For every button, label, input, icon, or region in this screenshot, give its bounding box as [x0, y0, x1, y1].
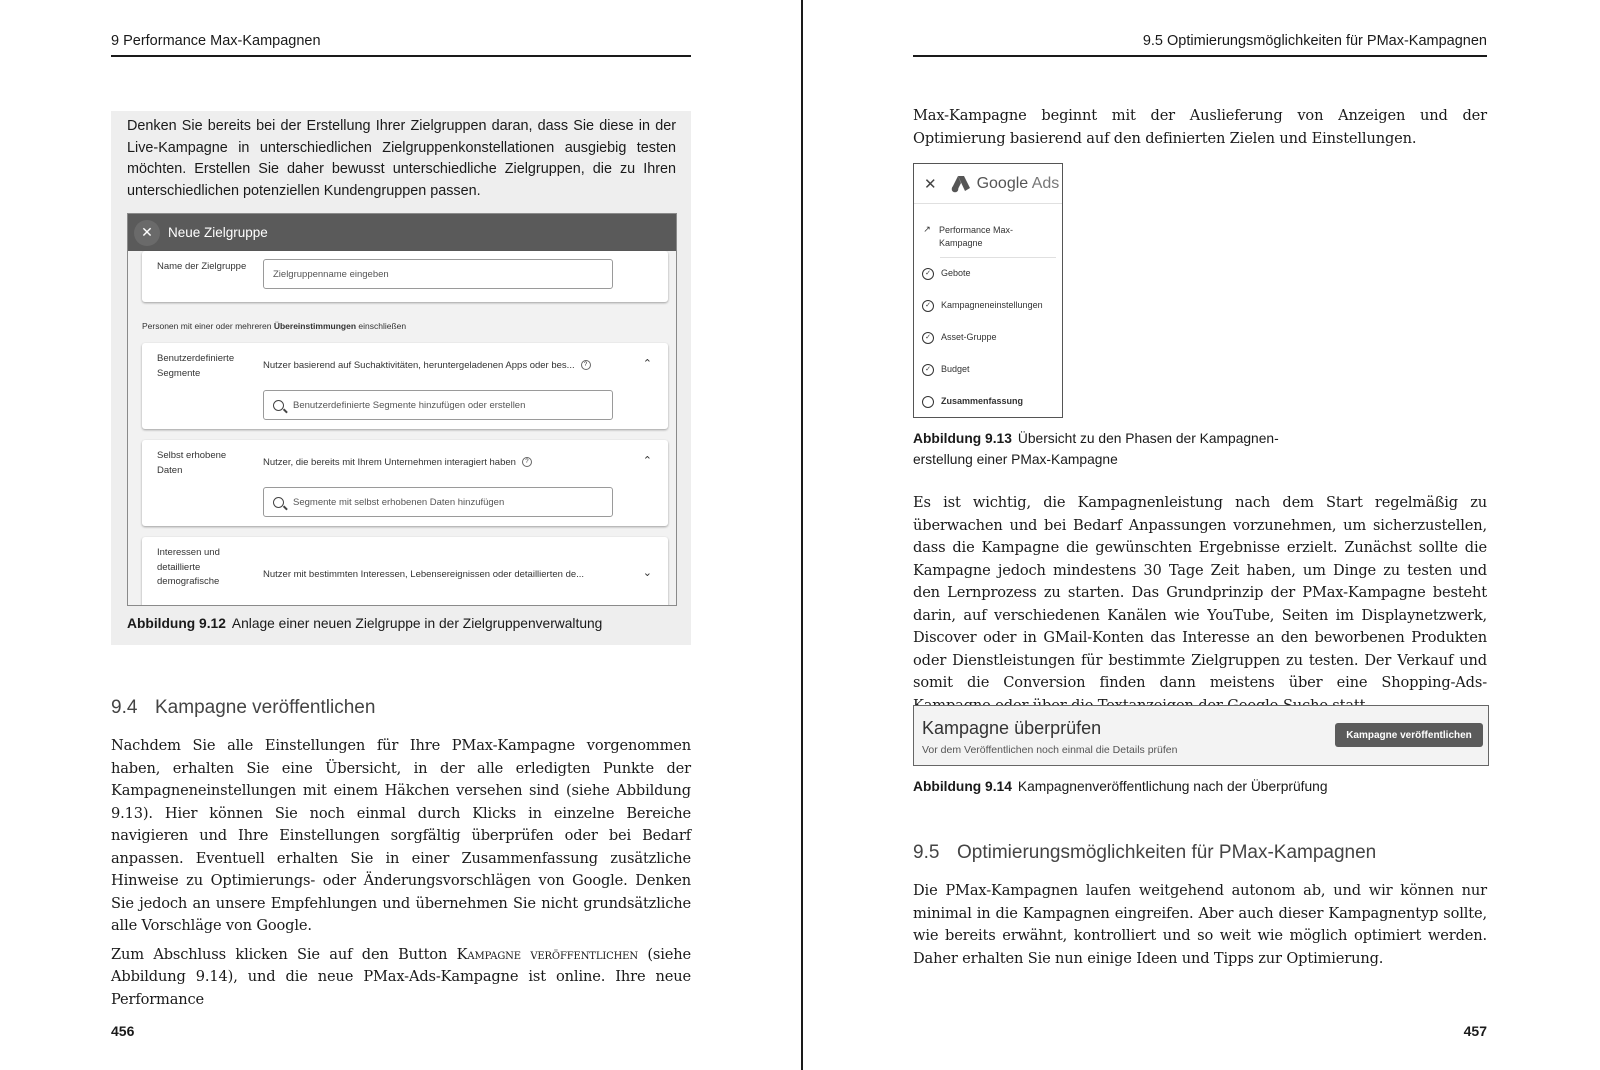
check-circle-icon: ✓ — [922, 300, 934, 312]
left-page-number: 456 — [111, 1023, 135, 1039]
info-box — [111, 111, 691, 645]
right-page-number: 457 — [1463, 1023, 1487, 1039]
check-circle-icon: ✓ — [922, 332, 934, 344]
right-running-head: 9.5 Optimierungsmöglichkeiten für PMax-Kampagnen — [1142, 33, 1487, 49]
name-label: Name der Zielgruppe — [157, 261, 247, 272]
right-middle-text: Es ist wichtig, die Kampagnenleistung nach dem Start regelmäßig zu überwachen und bei Bedarf Anpassungen vorzunehmen, um sicherzustellen, dass die Kampagne die gewünschten Ergebnisse erzielt. Zunächst sollte die Kampagne jedoch mindestens 30 Tage Zeit haben, um Dinge zu testen und den Lernprozess zu starten. Das Grundprinzip der PMax-Kampagne besteht darin, auf verschiedenen Kanälen wie YouTube, Seiten im Displaynetzwerk, Discover oder in GMail-Konten das Interesse an den beworbenen Produkten oder Dienstleistungen für bestimmte Zielgruppen zu testen. Der Verkauf und somit die Conversion finden dann meistens über eine Shopping-Ads- — [913, 494, 1487, 691]
trend-icon: ↗ — [923, 224, 931, 234]
right-top-text: Max-Kampagne beginnt mit der Auslieferung von Anzeigen und der Optimierung basierend auf den definierten Zielen und Einstellungen. — [913, 107, 1487, 147]
chevron-up-icon[interactable]: ⌃ — [642, 455, 652, 467]
section-description: Nutzer, die bereits mit Ihrem Unternehmen interagiert haben ? — [263, 457, 532, 468]
close-icon[interactable]: ✕ — [134, 220, 160, 246]
step-budget[interactable] — [922, 364, 970, 376]
review-subtitle: Vor dem Veröffentlichen noch einmal die Details prüfen — [922, 744, 1178, 756]
section-label: Selbst erhobene Daten — [157, 450, 227, 476]
audience-dialog-titlebar — [128, 214, 676, 251]
search-icon — [273, 400, 284, 411]
step-label: Asset-Gruppe — [941, 332, 997, 342]
step-label: Performance Max-Kampagne — [939, 225, 1014, 248]
left-running-head: 9 Performance Max-Kampagnen — [111, 33, 321, 49]
section-heading-9-4: 9.4 Kampagne veröffentlichen — [111, 697, 376, 718]
persons-note: Personen mit einer oder mehreren Übereinstimmungen einschließen — [142, 321, 407, 331]
audience-name-input[interactable] — [263, 259, 613, 289]
first-party-search-input[interactable] — [263, 487, 613, 517]
left-body-text — [111, 735, 691, 1011]
review-title: Kampagne überprüfen — [922, 718, 1102, 738]
section-heading-9-5: 9.5 Optimierungsmöglichkeiten für PMax-Kampagnen — [913, 842, 1377, 863]
paragraph: Zum Abschluss klicken Sie auf den Button Kampagne veröffentlichen (siehe Abbildung 9.14), und die neue PMax-Ads-Kampagne ist online. Ihre neue Performance — [111, 945, 691, 1008]
google-ads-brand: Google Ads — [976, 174, 1060, 192]
figure-caption-9-14: Abbildung 9.14 Kampagnenveröffentlichung nach der Überprüfung — [913, 779, 1328, 794]
custom-segments-search-input[interactable] — [263, 390, 613, 420]
info-box-text: Denken Sie bereits bei der Erstellung Ihrer Zielgruppen daran, dass Sie diese in der Live-Kampagne in unterschiedlichen Zielgruppenkonstellationen ausgiebig testen möchten. Erstellen Sie daher bewusst unterschiedliche Zielgruppen, die zu Ihren unterschiedlichen potenziellen Kundengruppen passen. — [127, 118, 676, 199]
step-label: Gebote — [941, 268, 971, 278]
section-description: Nutzer basierend auf Suchaktivitäten, heruntergeladenen Apps oder bes... ? — [263, 360, 591, 371]
help-icon[interactable]: ? — [581, 360, 591, 370]
audience-dialog-title: Neue Zielgruppe — [168, 225, 268, 240]
chevron-down-icon[interactable]: ⌄ — [642, 567, 652, 579]
help-icon[interactable]: ? — [522, 457, 532, 467]
review-campaign-screenshot — [913, 705, 1489, 766]
google-ads-logo-icon — [951, 175, 971, 193]
step-zusammenfassung[interactable] — [922, 396, 1023, 408]
empty-circle-icon — [922, 396, 934, 408]
step-label: Zusammenfassung — [941, 396, 1024, 406]
page-gutter-divider — [801, 0, 803, 1070]
section-label: Benutzerdefinierte Segmente — [157, 353, 235, 379]
paragraph: Nachdem Sie alle Einstellungen für Ihre PMax-Kampagne vorgenommen haben, erhalten Sie eine Übersicht, in der alle erledigten Punkte der Kampagneneinstellungen mit einem Häkchen versehen sind (siehe Abbildung 9.13). Hier können Sie noch einmal durch Klicks in einzelne Bereiche navigieren und Ihre Einstellungen sorgfältig überprüfen oder bei Bedarf anpassen. Eventuell erhalten Sie in einer Zusammenfassung zusätzliche Hinweise zu Optimierungs- oder Änderungsvorschlägen von Google. Denken Sie jedoch an unsere Empfehlungen und übernehmen Sie nicht grundsätzliche alle Vorschläge von Google. — [111, 737, 691, 934]
section-label: Interessen und detaillierte demografische — [157, 547, 220, 587]
interests-card — [142, 537, 668, 606]
right-bottom-text: Die PMax-Kampagnen laufen weitgehend autonom ab, und wir können nur minimal in die Kampagnen eingreifen. Aber auch dieser Kampagnentyp sollte, wie bereits erwähnt, kontrolliert und so weit wie möglich optimiert werden. Daher erhalten Sie nun einige Ideen und Tipps zur Optimierung. — [913, 882, 1487, 967]
first-party-data-card — [142, 440, 668, 526]
search-placeholder: Segmente mit selbst erhobenen Daten hinzufügen — [293, 496, 505, 508]
chevron-up-icon[interactable]: ⌃ — [642, 358, 652, 370]
campaign-steps-screenshot — [913, 163, 1063, 418]
step-kampagneneinstellungen[interactable] — [922, 300, 1043, 312]
figure-caption-9-13: Abbildung 9.13 Übersicht zu den Phasen der Kampagnen- erstellung einer PMax-Kampagne — [913, 431, 1279, 467]
step-asset-gruppe[interactable] — [922, 332, 997, 344]
step-performance-max[interactable] — [922, 224, 1029, 250]
right-header-rule — [913, 55, 1487, 57]
check-circle-icon: ✓ — [922, 364, 934, 376]
left-header-rule — [111, 55, 691, 57]
figure-caption-9-12: Abbildung 9.12 Anlage einer neuen Zielgruppe in der Zielgruppenverwaltung — [127, 616, 603, 631]
google-ads-header — [914, 164, 1062, 203]
step-label: Kampagneneinstellungen — [941, 300, 1043, 310]
close-icon[interactable]: ✕ — [924, 175, 937, 193]
name-card — [142, 251, 668, 302]
search-icon — [273, 497, 284, 508]
section-description: Nutzer mit bestimmten Interessen, Lebensereignissen oder detaillierten de... — [263, 569, 585, 580]
check-circle-icon: ✓ — [922, 268, 934, 280]
step-gebote[interactable] — [922, 268, 971, 280]
publish-campaign-button[interactable]: Kampagne veröffentlichen — [1335, 723, 1483, 747]
custom-segments-card — [142, 343, 668, 429]
audience-screenshot — [127, 213, 677, 606]
step-label: Budget — [941, 364, 970, 374]
audience-name-placeholder: Zielgruppenname eingeben — [273, 268, 389, 280]
search-placeholder: Benutzerdefinierte Segmente hinzufügen oder erstellen — [293, 399, 526, 411]
